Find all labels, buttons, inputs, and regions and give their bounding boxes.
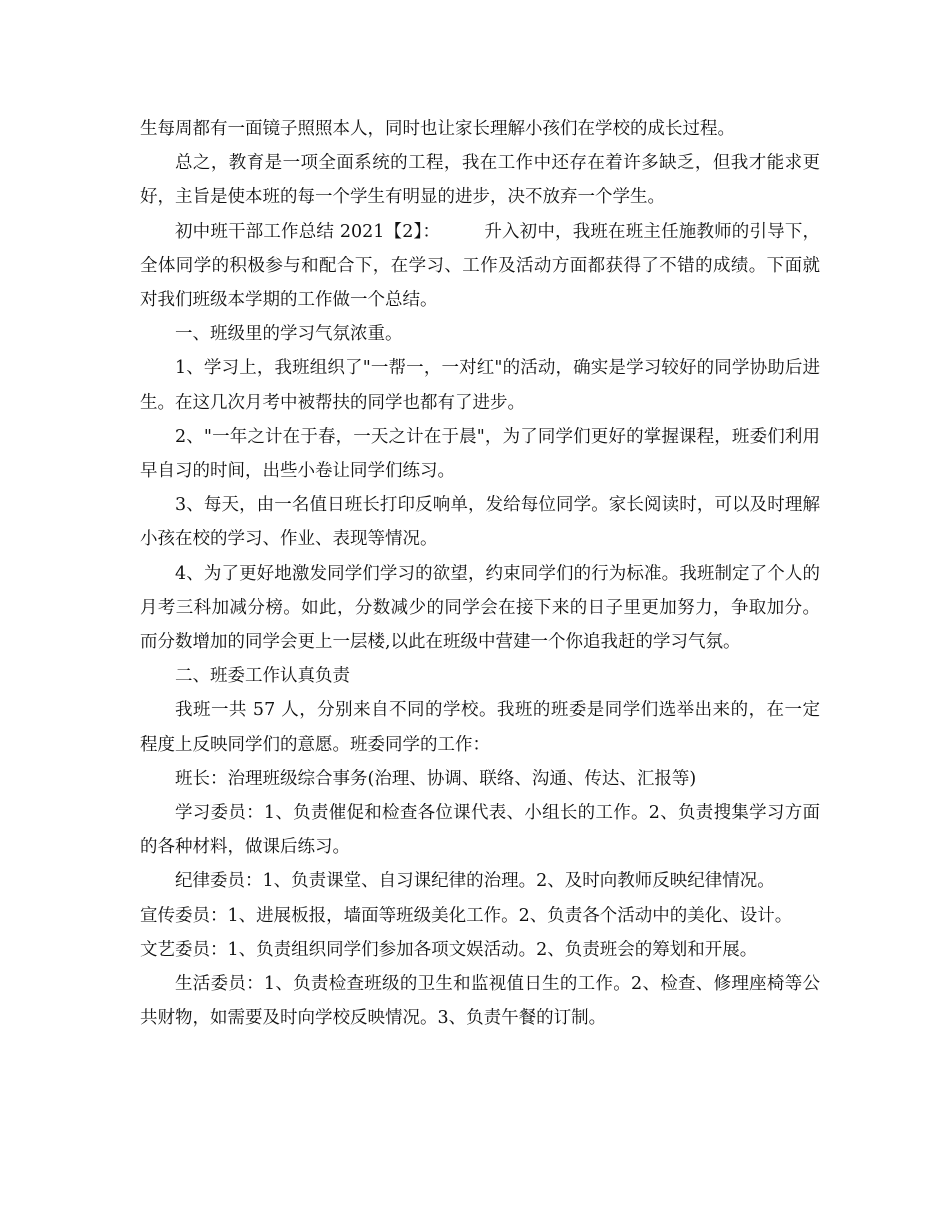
heading-1: 一、班级里的学习气氛浓重。 [175,324,403,345]
paragraph-3-body: 升入初中，我班在班主任施教师的引导下，全体同学的积极参与和配合下，在学习、工作及活动方面都获得了不错的成绩。下面就对我们班级本学期的工作做一个总结。 [140,221,821,311]
paragraph-monitor: 班长：治理班级综合事务(治理、协调、联络、沟通、传达、汇报等) [175,768,697,789]
paragraph-life-committee: 生活委员：1、负责检查班级的卫生和监视值日生的工作。2、检查、修理座椅等公共财物，如需要及时向学校反映情况。3、负责午餐的订制。 [140,974,820,1029]
paragraph-2: 总之，教育是一项全面系统的工程，我在工作中还存在着许多缺乏，但我才能求更好，主旨是使本班的每一个学生有明显的进步，决不放弃一个学生。 [140,153,820,208]
paragraph-item-2: 2、"一年之计在于春，一天之计在于晨"，为了同学们更好的掌握课程，班委们利用早自习的时间，出些小卷让同学们练习。 [140,426,820,482]
paragraph-1: 生每周都有一面镜子照照本人，同时也让家长理解小孩们在学校的成长过程。 [140,119,735,139]
paragraph-study-committee: 学习委员：1、负责催促和检查各位课代表、小组长的工作。2、负责搜集学习方面的各种材料，做课后练习。 [140,803,820,858]
paragraph-class-intro: 我班一共 57 人，分别来自不同的学校。我班的班委是同学们选举出来的，在一定程度上反映同学们的意愿。班委同学的工作： [140,700,820,755]
paragraph-item-3: 3、每天，由一名值日班长打印反响单，发给每位同学。家长阅读时，可以及时理解小孩在校的学习、作业、表现等情况。 [140,495,820,550]
paragraph-publicity-committee: 宣传委员：1、进展板报，墙面等班级美化工作。2、负责各个活动中的美化、设计。 [140,905,793,926]
section-heading: 初中班干部工作总结 2021【2】： [175,221,441,242]
paragraph-item-1: 1、学习上，我班组织了"一帮一，一对红"的活动，确实是学习较好的同学协助后进生。在这几次月考中被帮扶的同学也都有了进步。 [140,358,820,413]
paragraph-arts-committee: 文艺委员：1、负责组织同学们参加各项文娱活动。2、负责班会的筹划和开展。 [140,939,758,960]
paragraph-discipline-committee: 纪律委员：1、负责课堂、自习课纪律的治理。2、及时向教师反映纪律情况。 [175,871,775,892]
paragraph-item-4: 4、为了更好地激发同学们学习的欲望，约束同学们的行为标准。我班制定了个人的月考三科加减分榜。如此，分数减少的同学会在接下来的日子里更加努力，争取加分。而分数增加的同学会更上一层楼,以此在班级中营建一个你追我赶的学习气氛。 [140,563,820,653]
paragraph-3 [140,215,820,318]
document-body [140,112,820,1035]
heading-2: 二、班委工作认真负责 [175,666,350,687]
